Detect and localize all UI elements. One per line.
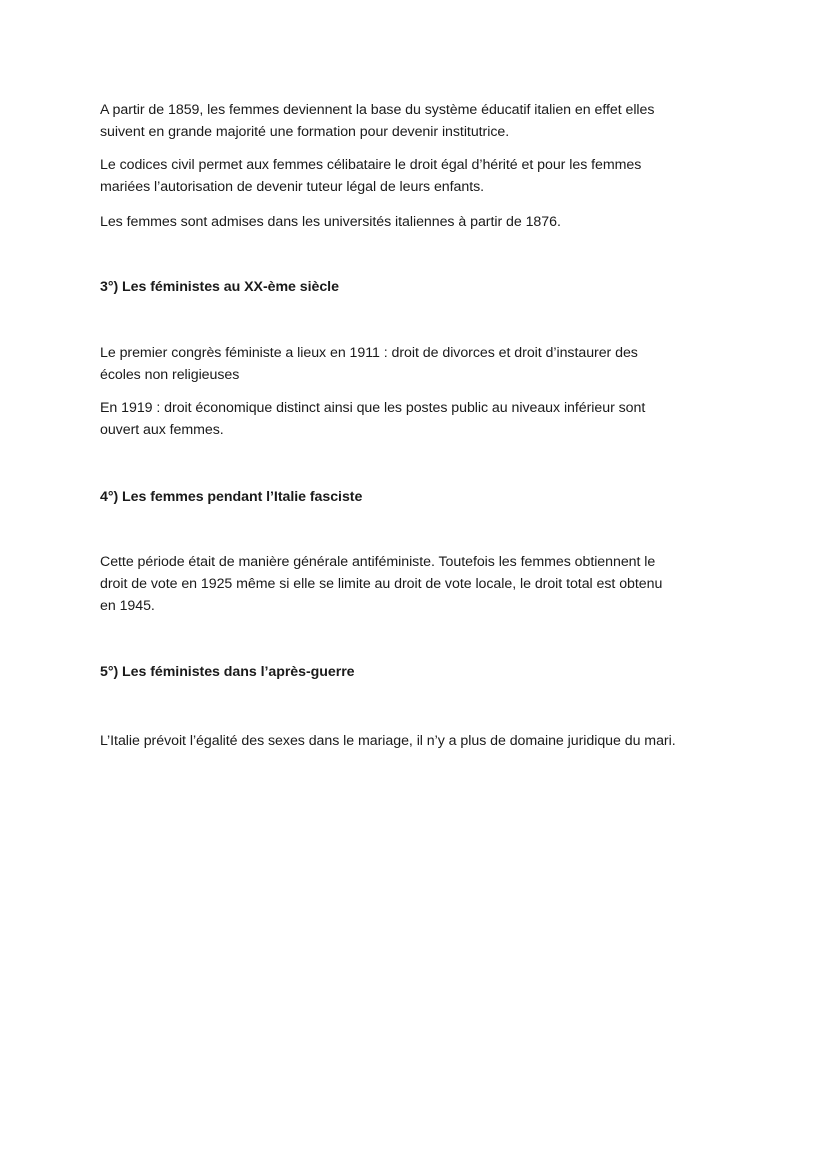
paragraph-education xyxy=(100,99,740,143)
text-line: écoles non religieuses xyxy=(100,367,240,383)
text-line: L’Italie prévoit l’égalité des sexes dans le mariage, il n’y a plus de domaine juridique du mari. xyxy=(100,733,676,749)
text-line: Cette période était de manière générale antiféministe. Toutefois les femmes obtiennent le xyxy=(100,554,656,570)
paragraph-civil-code xyxy=(100,154,740,198)
paragraph-1919-rights xyxy=(100,397,740,441)
text-line: suivent en grande majorité une formation pour devenir institutrice. xyxy=(100,124,510,140)
text-line: mariées l’autorisation de devenir tuteur légal de leurs enfants. xyxy=(100,179,485,195)
text-line: En 1919 : droit économique distinct ainsi que les postes public au niveaux inférieur sont xyxy=(100,400,646,416)
paragraph-fascist-period xyxy=(100,551,740,617)
text-line: ouvert aux femmes. xyxy=(100,422,224,438)
section-4-heading: 4°) Les femmes pendant l’Italie fasciste xyxy=(100,489,363,505)
paragraph-universities xyxy=(100,211,740,233)
paragraph-congress-1911 xyxy=(100,342,740,386)
text-line: droit de vote en 1925 même si elle se limite au droit de vote locale, le droit total est obtenu xyxy=(100,576,663,592)
text-line: en 1945. xyxy=(100,598,155,614)
section-3-heading: 3°) Les féministes au XX-ème siècle xyxy=(100,279,339,295)
text-line: A partir de 1859, les femmes deviennent la base du système éducatif italien en effet elles xyxy=(100,102,655,118)
paragraph-postwar-equality xyxy=(100,730,740,752)
text-line: Le codices civil permet aux femmes célibataire le droit égal d’hérité et pour les femmes xyxy=(100,157,642,173)
text-line: Le premier congrès féministe a lieux en 1911 : droit de divorces et droit d’instaurer des xyxy=(100,345,638,361)
section-5-heading: 5°) Les féministes dans l’après-guerre xyxy=(100,664,355,680)
text-line: Les femmes sont admises dans les universités italiennes à partir de 1876. xyxy=(100,214,561,230)
